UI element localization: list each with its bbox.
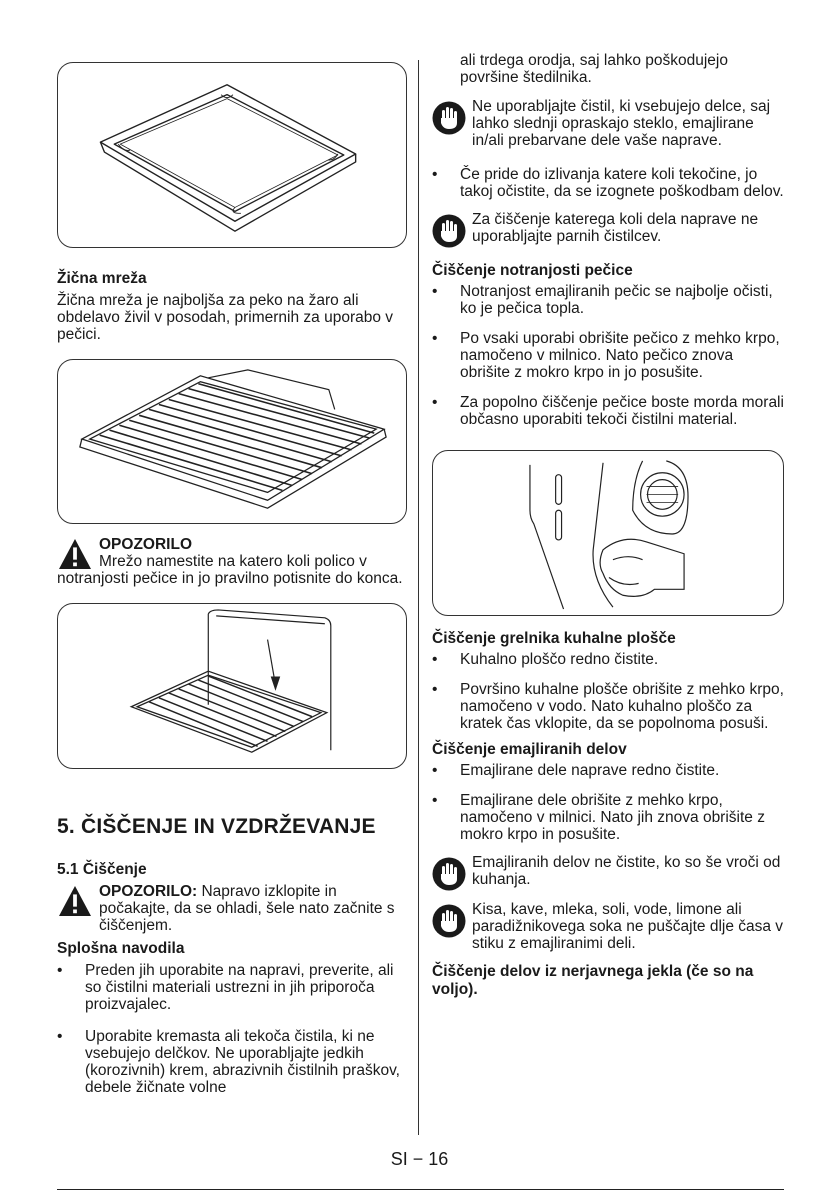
hand-stop-icon	[432, 101, 466, 135]
interior-heading: Čiščenje notranjosti pečice	[432, 262, 633, 279]
general-instructions-list	[57, 962, 407, 1096]
note-no-particles	[432, 98, 784, 149]
warning-rack-placement	[57, 536, 407, 587]
subsection-title: 5.1 Čiščenje	[57, 861, 147, 878]
list-item: • Preden jih uporabite na napravi, preverite, ali so čistilni materiali ustrezni in jih priporoča proizvajalec.	[57, 962, 407, 1013]
oven-cleaning-drawing	[433, 451, 783, 615]
list-item: • Če pride do izlivanja katere koli tekočine, jo takoj očistite, da se izognete poškodbam delov.	[432, 166, 784, 200]
list-item: • Kuhalno ploščo redno čistite.	[432, 651, 784, 668]
list-item: • Uporabite kremasta ali tekoča čistila, ki ne vsebujejo delčkov. Ne uporabljajte jedkih (korozivnih) krem, abrazivnih čistilnih praškov, debele žičnate volne	[57, 1028, 407, 1096]
spill-list	[432, 166, 784, 200]
baking-tray-illustration	[57, 62, 407, 248]
note-text: Kisa, kave, mleka, soli, vode, limone ali paradižnikovega soka ne puščajte dlje časa v stiku z emajliranimi deli.	[472, 901, 784, 952]
continued-text: ali trdega orodja, saj lahko poškodujejo površine štedilnika.	[460, 52, 728, 86]
note-no-steam	[432, 211, 784, 245]
wire-rack-text: Žična mreža je najboljša za peko na žaro ali obdelavo živil v posodah, primernih za uporabo v pečici.	[57, 292, 394, 343]
warning-text: Mrežo namestite na katero koli polico v notranjosti pečice in jo pravilno potisnite do konca.	[57, 553, 403, 587]
note-text: Za čiščenje katerega koli dela naprave ne uporabljajte parnih čistilcev.	[472, 211, 759, 245]
rack-insertion-drawing	[58, 604, 406, 768]
warning-triangle-icon	[57, 885, 93, 917]
left-column	[57, 62, 407, 1096]
list-item: • Po vsaki uporabi obrišite pečico z mehko krpo, namočeno v milnico. Nato pečico znova obrišite z mokro krpo in jo posušite.	[432, 330, 784, 381]
hotplate-heading: Čiščenje grelnika kuhalne plošče	[432, 630, 676, 647]
wire-rack-illustration	[57, 359, 407, 524]
warning-triangle-icon	[57, 538, 93, 570]
note-text: Ne uporabljajte čistil, ki vsebujejo delce, saj lahko slednji opraskajo steklo, emajlirane in/ali prebarvane dele vaše naprave.	[472, 98, 771, 149]
wire-rack-drawing	[58, 360, 406, 523]
hotplate-list	[432, 651, 784, 732]
right-column	[432, 52, 784, 999]
warning-switch-off	[57, 883, 407, 934]
list-item: • Emajlirane dele obrišite z mehko krpo, namočeno v milnici. Nato jih znova obrišite z mokro krpo in posušite.	[432, 792, 784, 843]
list-item: • Za popolno čiščenje pečice boste morda morali občasno uporabiti tekoči čistilni material.	[432, 394, 784, 428]
wire-rack-heading: Žična mreža	[57, 270, 147, 287]
warning-text: Napravo izklopite in počakajte, da se ohladi, šele nato začnite s čiščenjem.	[99, 883, 395, 934]
note-hot-enamel	[432, 854, 784, 888]
warning-title: OPOZORILO	[99, 536, 192, 553]
rack-insertion-illustration	[57, 603, 407, 769]
hand-stop-icon	[432, 904, 466, 938]
hand-stop-icon	[432, 214, 466, 248]
column-divider	[418, 60, 419, 1135]
note-text: Emajliranih delov ne čistite, ko so še vroči od kuhanja.	[472, 854, 781, 888]
enamel-list	[432, 762, 784, 843]
section-title: 5. ČIŠČENJE IN VZDRŽEVANJE	[57, 815, 376, 838]
list-item: • Površino kuhalne plošče obrišite z mehko krpo, namočeno v vodo. Nato kuhalno ploščo za kratek čas vklopite, da se popolnoma posuši.	[432, 681, 784, 732]
note-acidic-substances	[432, 901, 784, 952]
hand-stop-icon	[432, 857, 466, 891]
stainless-steel-heading: Čiščenje delov iz nerjavnega jekla (če so na voljo).	[432, 963, 754, 998]
enamel-heading: Čiščenje emajliranih delov	[432, 741, 627, 758]
warning-label: OPOZORILO:	[99, 883, 198, 900]
baking-tray-drawing	[58, 63, 406, 247]
interior-list	[432, 283, 784, 428]
list-item: • Notranjost emajliranih pečic se najbolje očisti, ko je pečica topla.	[432, 283, 784, 317]
oven-cleaning-illustration	[432, 450, 784, 616]
footer-rule	[57, 1189, 784, 1190]
general-instructions-heading: Splošna navodila	[57, 940, 185, 957]
page-number: SI − 16	[390, 1149, 449, 1169]
list-item: • Emajlirane dele naprave redno čistite.	[432, 762, 784, 779]
